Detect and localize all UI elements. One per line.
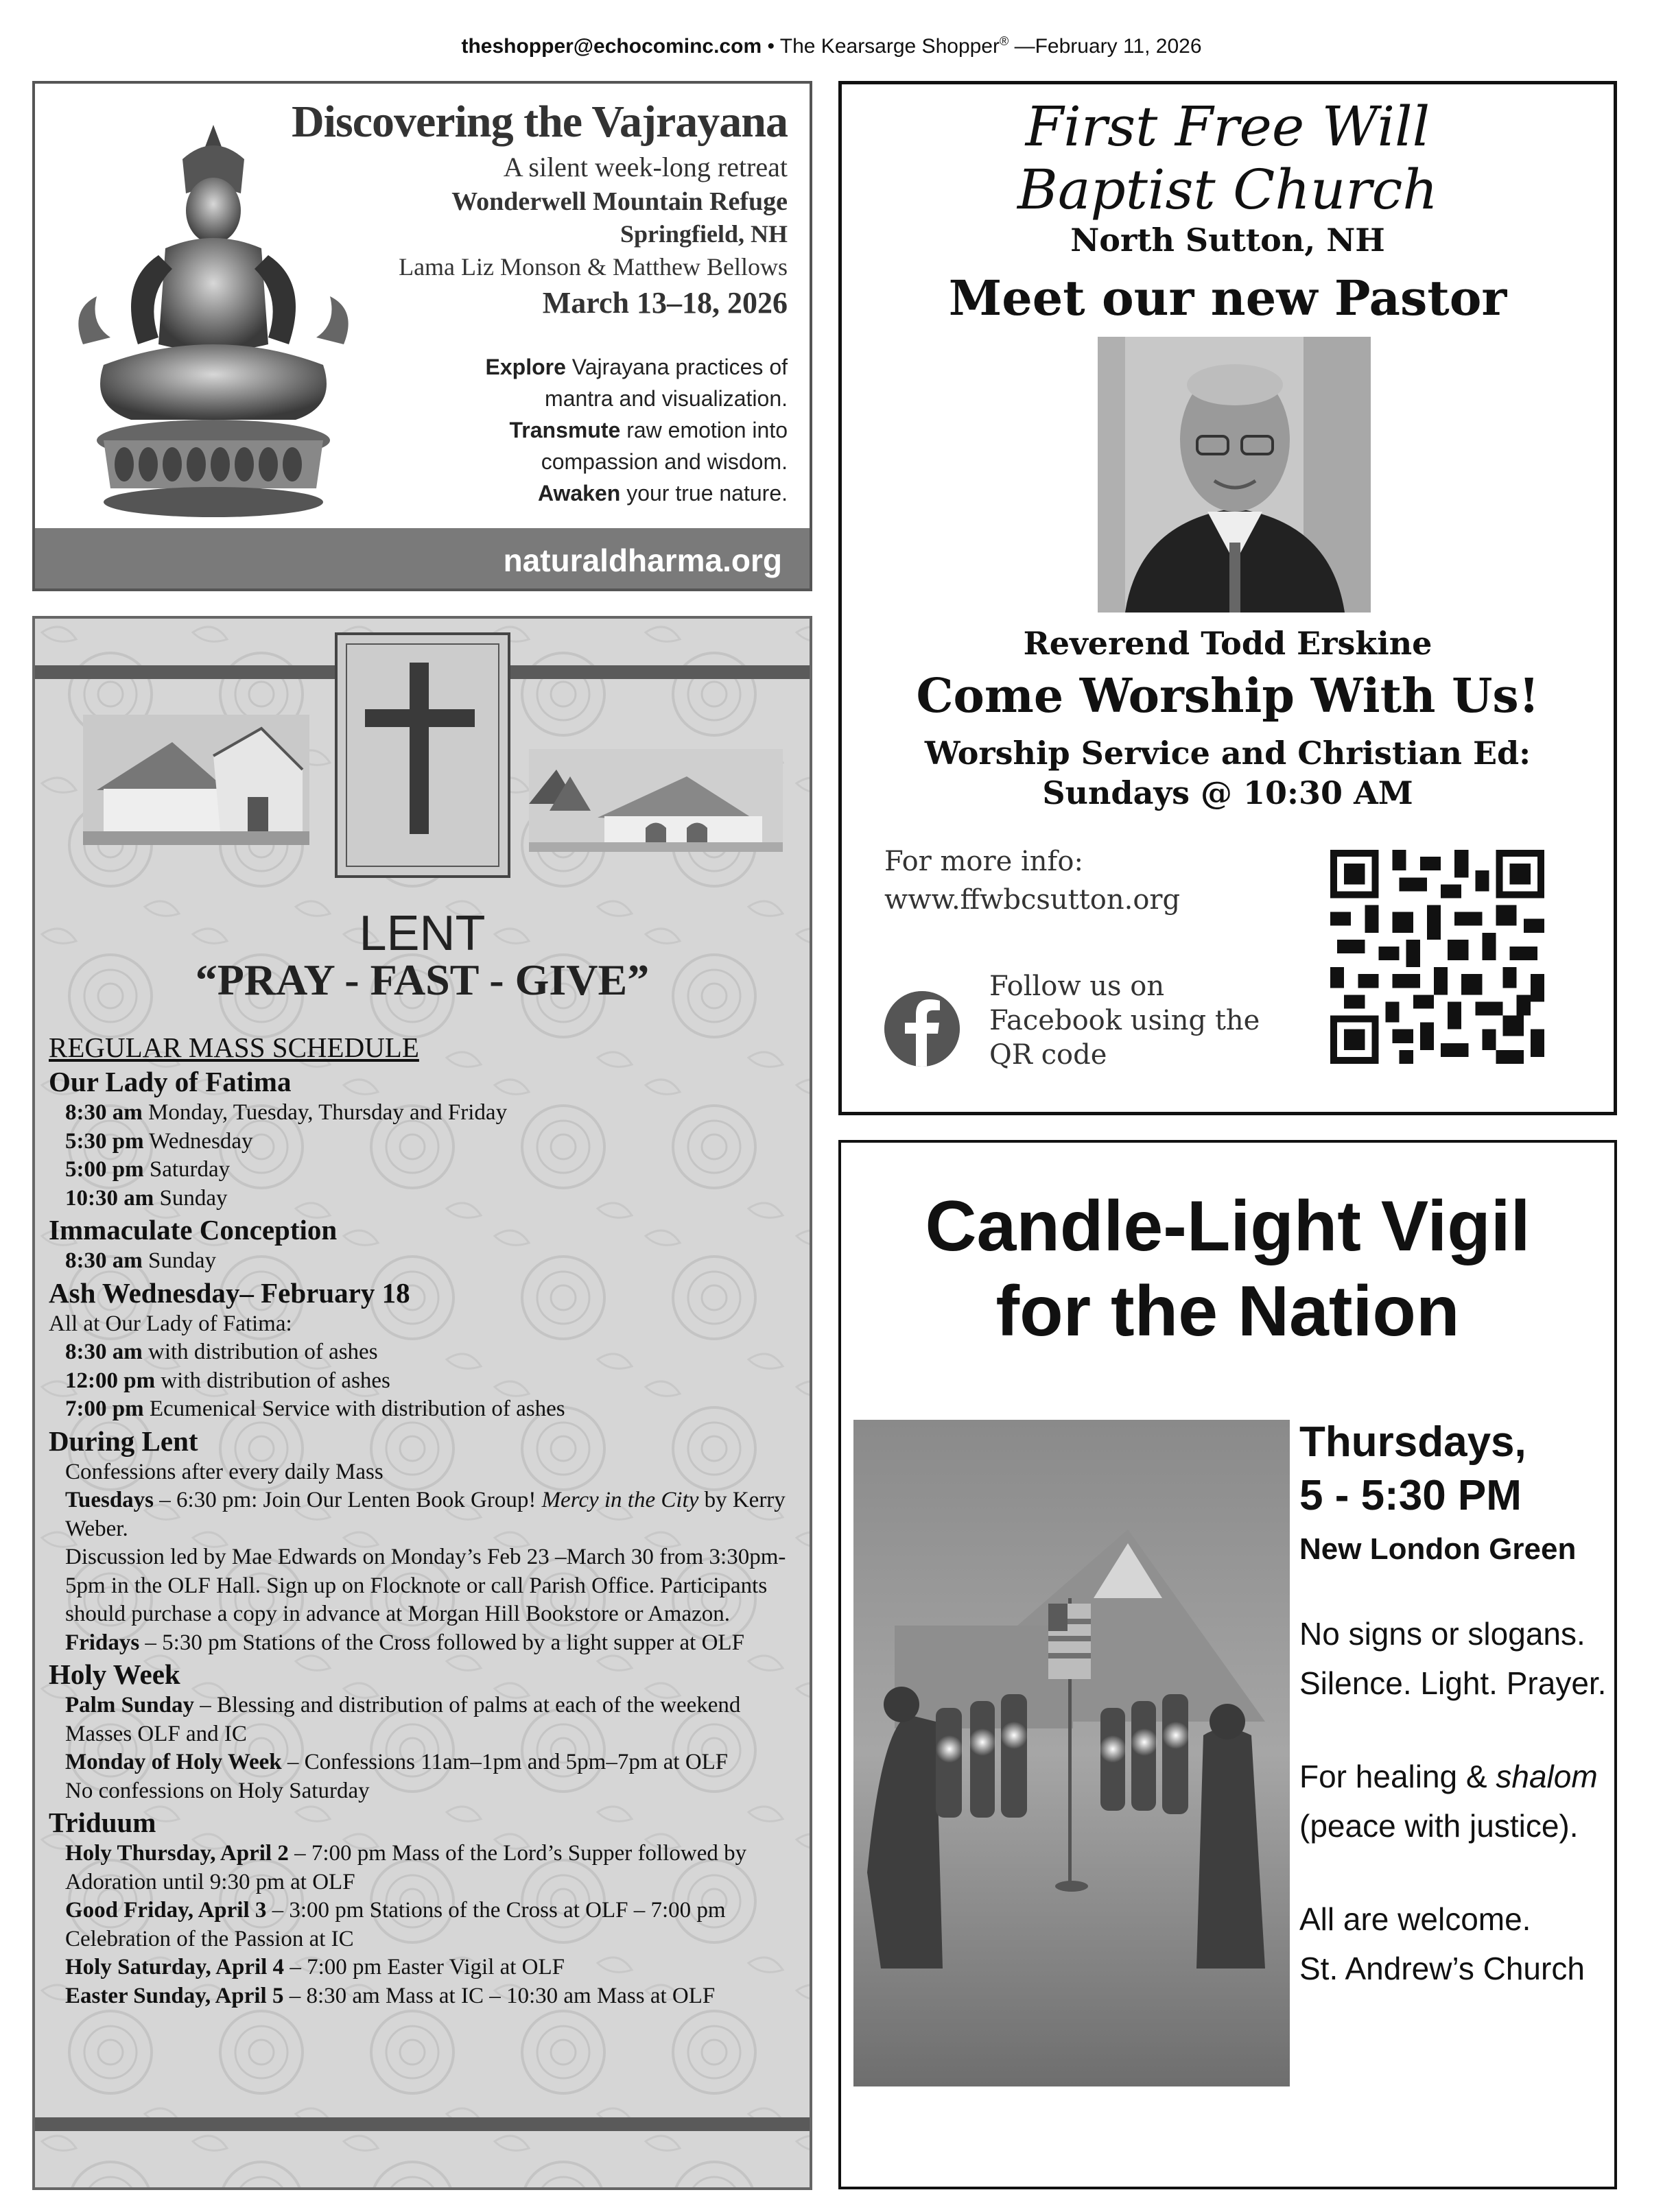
header-date: —February 11, 2026 bbox=[1014, 35, 1202, 58]
schedule-item: 8:30 am Sunday bbox=[65, 1248, 216, 1273]
lent-ad bbox=[32, 616, 812, 2190]
description-line: mantra and visualization. bbox=[545, 386, 788, 411]
pastor-photo bbox=[1098, 337, 1371, 613]
vajrayana-description bbox=[486, 351, 788, 509]
description-line: compassion and wisdom. bbox=[541, 449, 788, 474]
vajrayana-location: Springfield, NH bbox=[620, 220, 788, 248]
church-photo-right bbox=[529, 749, 783, 852]
section-heading: Triduum bbox=[49, 1807, 156, 1838]
schedule-item: 8:30 am with distribution of ashes bbox=[65, 1340, 378, 1364]
lent-tagline: “PRAY - FAST - GIVE” bbox=[195, 955, 650, 1004]
church-location: North Sutton, NH bbox=[1070, 222, 1385, 259]
candle-vigil-ad bbox=[838, 1140, 1617, 2189]
church-website[interactable]: www.ffwbcsutton.org bbox=[884, 884, 1181, 916]
vigil-time: 5 - 5:30 PM bbox=[1299, 1472, 1522, 1519]
schedule-item: 8:30 am Monday, Tuesday, Thursday and Friday bbox=[65, 1100, 508, 1125]
vigil-details: No signs or slogans. Silence. Light. Prayer. For healing & shalom (peace with justice). All are welcome. St. Andrew’s Church bbox=[1299, 1616, 1607, 1986]
lent-title: LENT bbox=[359, 906, 486, 961]
registered-mark: ® bbox=[999, 34, 1009, 48]
schedule-item: 5:30 pm Wednesday bbox=[65, 1128, 253, 1154]
worship-heading: Come Worship With Us! bbox=[916, 669, 1540, 724]
ash-intro: All at Our Lady of Fatima: bbox=[49, 1311, 292, 1336]
info-label: For more info: bbox=[884, 846, 1083, 877]
vigil-title: Candle-Light Vigil for the Nation bbox=[925, 1187, 1531, 1351]
facebook-note: Follow us on Facebook using the QR code bbox=[989, 971, 1260, 1071]
more-info bbox=[884, 842, 1180, 919]
qr-code[interactable] bbox=[1330, 850, 1544, 1064]
meet-pastor-heading: Meet our new Pastor bbox=[948, 270, 1507, 326]
schedule-item: Confessions after every daily Mass bbox=[65, 1459, 384, 1484]
section-heading: Our Lady of Fatima bbox=[49, 1066, 292, 1097]
header-separator: • bbox=[767, 35, 775, 58]
header-email[interactable]: theshopper@echocominc.com bbox=[461, 35, 762, 58]
vigil-photo bbox=[853, 1420, 1290, 2086]
service-times: Worship Service and Christian Ed: Sundays @ 10:30 AM bbox=[924, 735, 1531, 811]
cross-panel bbox=[335, 632, 510, 878]
mass-schedule bbox=[49, 1030, 796, 2010]
section-heading: During Lent bbox=[49, 1425, 198, 1457]
schedule-item: Monday of Holy Week – Confessions 11am–1pm and 5pm–7pm at OLF bbox=[65, 1750, 729, 1774]
vajrayana-subtitle: A silent week-long retreat bbox=[503, 152, 788, 182]
schedule-heading: REGULAR MASS SCHEDULE bbox=[49, 1032, 419, 1063]
vajrayana-url[interactable]: naturaldharma.org bbox=[503, 543, 782, 578]
schedule-item: 7:00 pm Ecumenical Service with distribution of ashes bbox=[65, 1396, 565, 1421]
cross-icon bbox=[338, 635, 502, 870]
schedule-item: Holy Saturday, April 4 – 7:00 pm Easter Vigil at OLF bbox=[65, 1955, 565, 1979]
section-heading: Holy Week bbox=[49, 1658, 180, 1690]
vajrayana-dates: March 13–18, 2026 bbox=[542, 286, 788, 320]
vigil-place: New London Green bbox=[1299, 1532, 1577, 1566]
schedule-item: Discussion led by Mae Edwards on Monday’s Feb 23 –March 30 from 3:30pm-5pm in the OLF Hall. Sign up on Flocknote or call Parish Office. Participants should purchase a copy in advance at Morgan Hill Bookstore or Amazon. bbox=[65, 1545, 786, 1626]
description-line: Transmute raw emotion into bbox=[509, 418, 788, 442]
buddha-statue-image bbox=[62, 118, 364, 530]
church-photo-left bbox=[83, 715, 309, 845]
vigil-when bbox=[1299, 1416, 1526, 1523]
schedule-item: Holy Thursday, April 2 – 7:00 pm Mass of the Lord’s Supper followed by Adoration until 9:30 pm at OLF bbox=[65, 1841, 747, 1894]
facebook-icon[interactable] bbox=[884, 991, 960, 1067]
baptist-church-ad bbox=[838, 81, 1617, 1115]
page-header bbox=[0, 34, 1663, 58]
description-line: Awaken your true nature. bbox=[537, 481, 788, 506]
vajrayana-venue: Wonderwell Mountain Refuge bbox=[451, 187, 788, 216]
schedule-item: 12:00 pm with distribution of ashes bbox=[65, 1368, 390, 1393]
description-line: Explore Vajrayana practices of bbox=[485, 355, 788, 379]
bottom-band bbox=[35, 2117, 810, 2131]
schedule-item: No confessions on Holy Saturday bbox=[65, 1778, 370, 1803]
schedule-item: Palm Sunday – Blessing and distribution of palms at each of the weekend Masses OLF and IC bbox=[65, 1693, 741, 1746]
vajrayana-title: Discovering the Vajrayana bbox=[292, 97, 788, 147]
schedule-item: Fridays – 5:30 pm Stations of the Cross followed by a light supper at OLF bbox=[65, 1630, 744, 1655]
schedule-item: 5:00 pm Saturday bbox=[65, 1157, 231, 1182]
schedule-item: Easter Sunday, April 5 – 8:30 am Mass at IC – 10:30 am Mass at OLF bbox=[65, 1983, 716, 2008]
header-paper-name: The Kearsarge Shopper bbox=[779, 35, 1000, 58]
pastor-name: Reverend Todd Erskine bbox=[1023, 625, 1432, 662]
schedule-item: Good Friday, April 3 – 3:00 pm Stations of the Cross at OLF – 7:00 pm Celebration of the Passion at IC bbox=[65, 1898, 726, 1951]
vajrayana-teachers: Lama Liz Monson & Matthew Bellows bbox=[399, 253, 788, 281]
vajrayana-ad bbox=[32, 81, 812, 591]
vigil-day: Thursdays, bbox=[1299, 1418, 1526, 1466]
schedule-item: Tuesdays – 6:30 pm: Join Our Lenten Book Group! Mercy in the City by Kerry Weber. bbox=[65, 1488, 786, 1541]
section-heading: Ash Wednesday– February 18 bbox=[49, 1276, 410, 1309]
church-name: First Free Will Baptist Church bbox=[1017, 95, 1438, 222]
section-heading: Immaculate Conception bbox=[49, 1214, 338, 1246]
schedule-item: 10:30 am Sunday bbox=[65, 1185, 228, 1211]
